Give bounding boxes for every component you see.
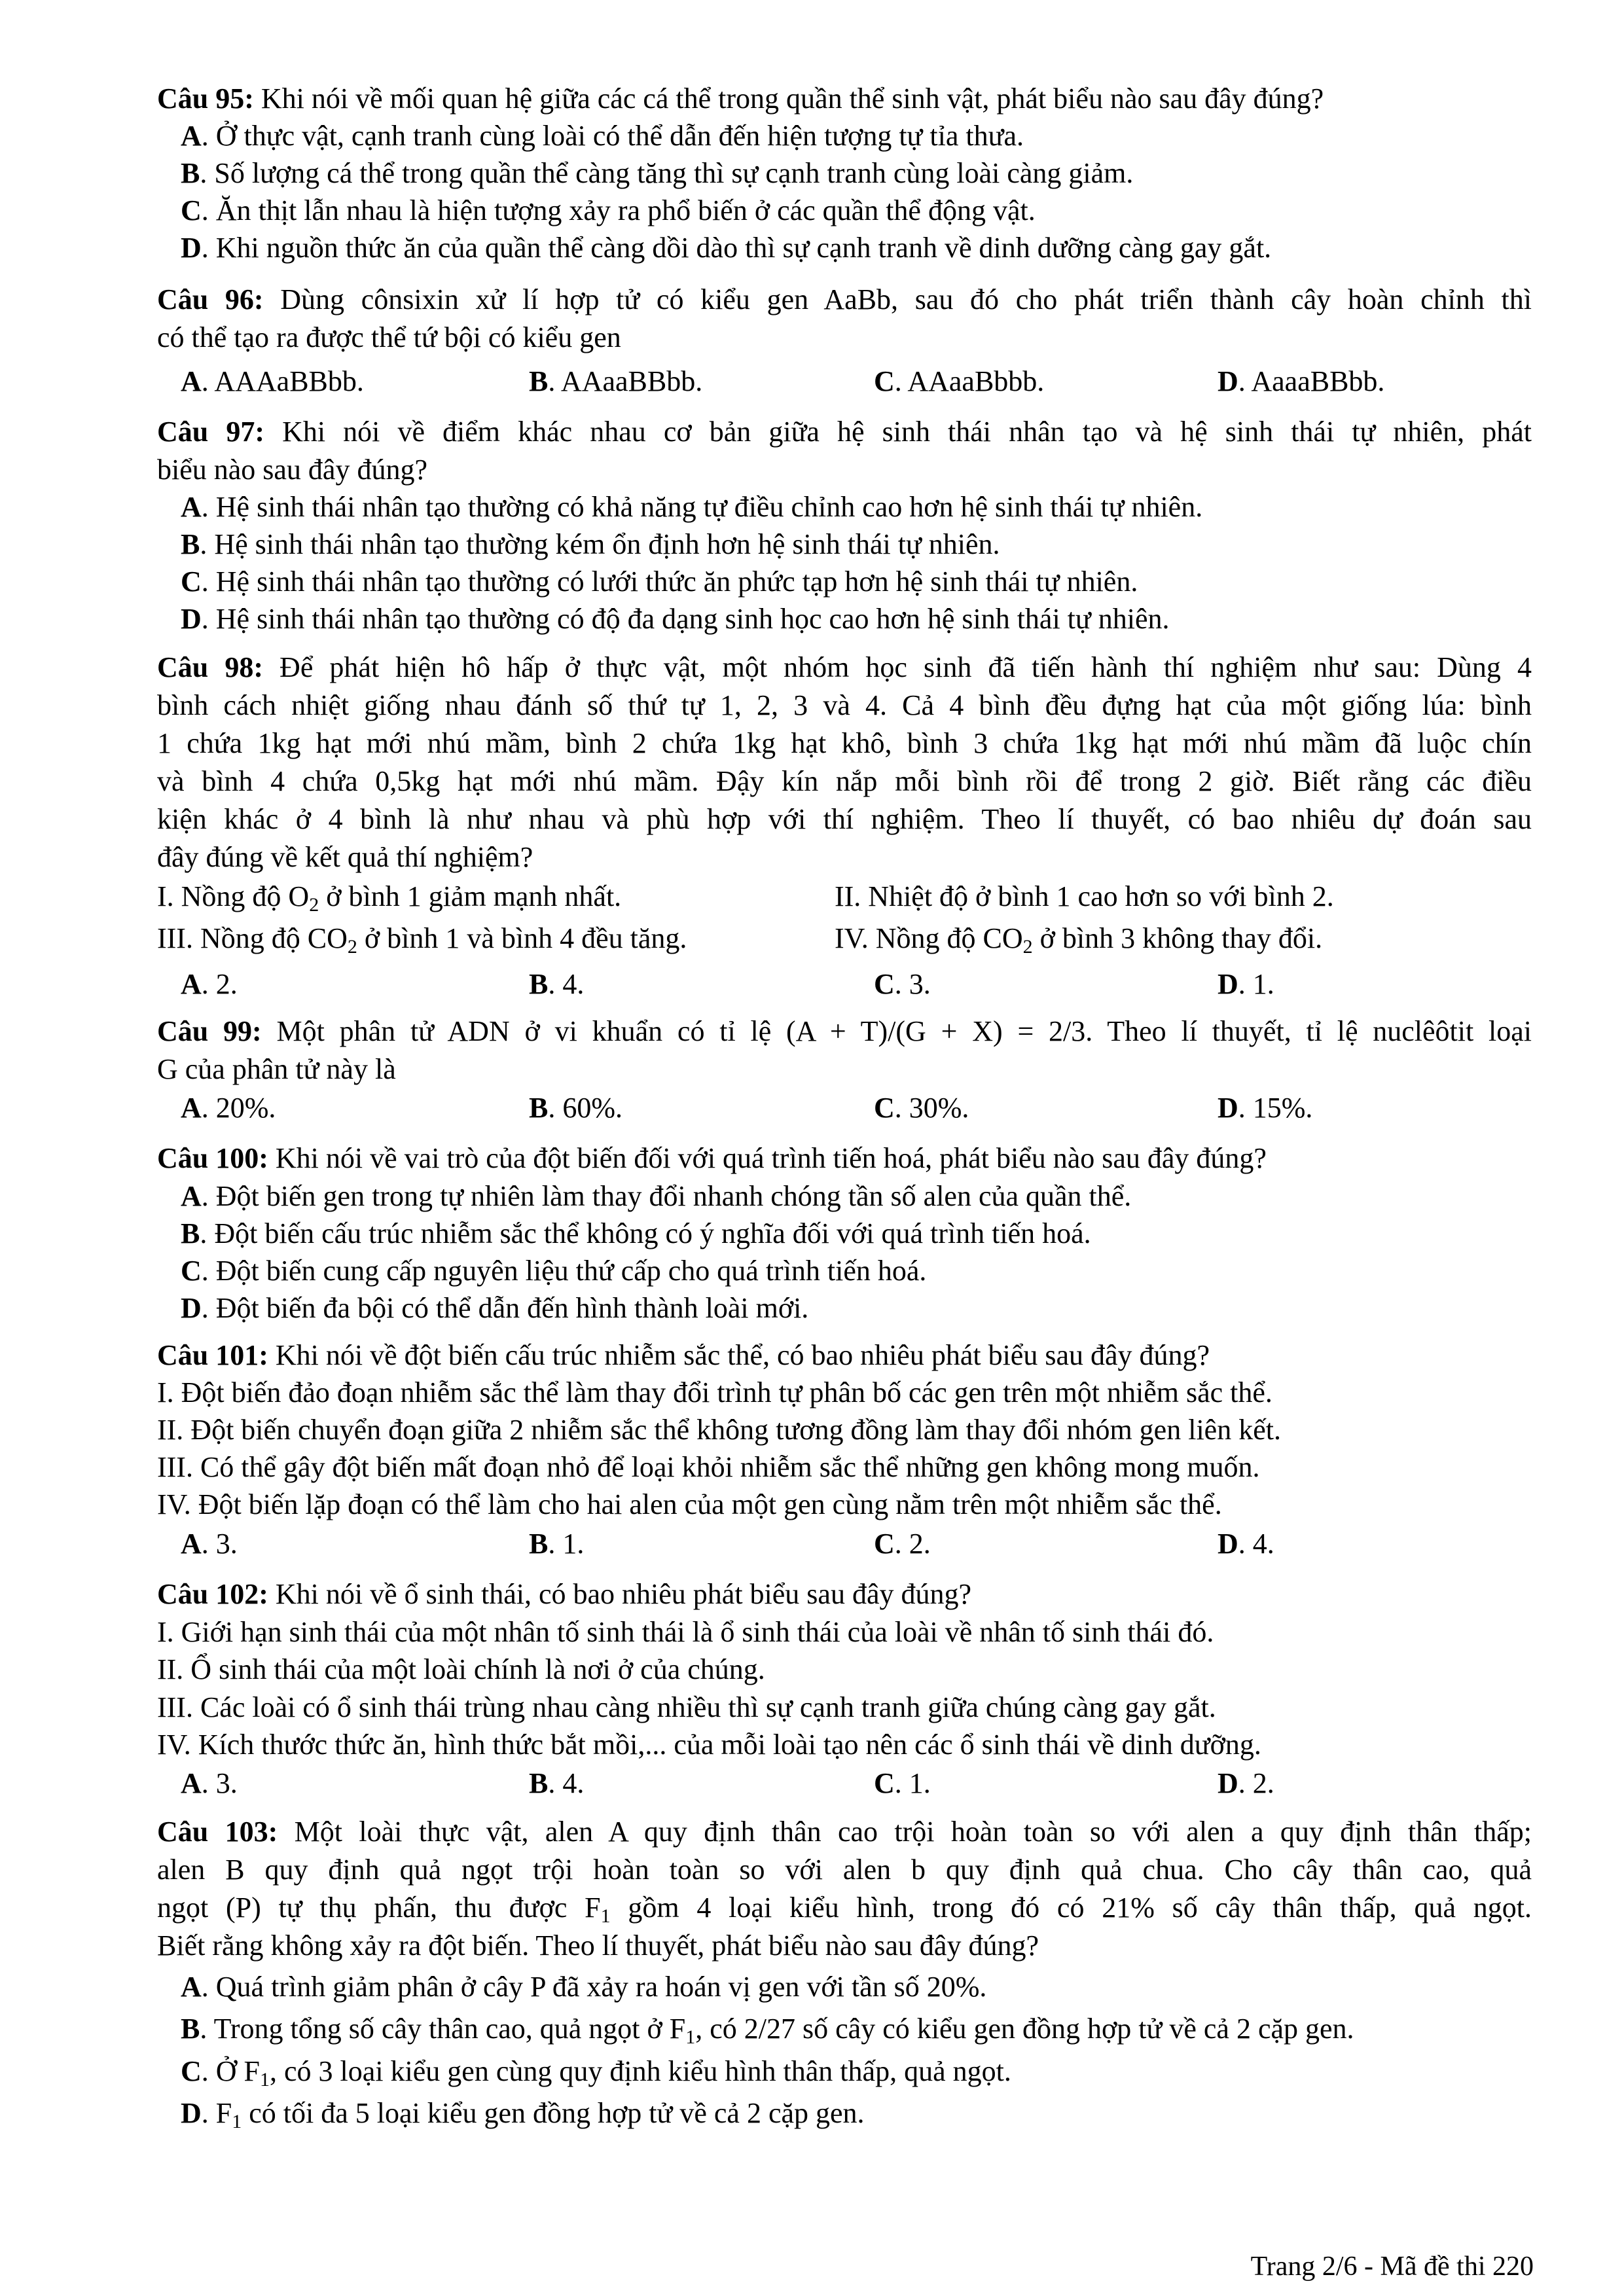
q96-stem: Câu 96: Dùng cônsixin xử lí hợp tử có kiểu gen AaBb, sau đó cho phát triển thành cây hoàn chỉnh thì	[157, 283, 1532, 315]
q96-option-b: B. AAaaBBbb.	[529, 365, 703, 397]
q98-option-a: A. 2.	[181, 968, 238, 1000]
q96-option-d: D. AaaaBBbb.	[1218, 365, 1385, 397]
q98-stem-cont: đây đúng về kết quả thí nghiệm?	[157, 841, 533, 873]
q102-option-a: A. 3.	[181, 1767, 238, 1799]
q102-stem: Câu 102: Khi nói về ổ sinh thái, có bao nhiêu phát biểu sau đây đúng?	[157, 1578, 972, 1610]
q100-option-c: C. Đột biến cung cấp nguyên liệu thứ cấp cho quá trình tiến hoá.	[181, 1255, 927, 1287]
q95-option-b: B. Số lượng cá thể trong quần thể càng tăng thì sự cạnh tranh cùng loài càng giảm.	[181, 157, 1134, 189]
q97-option-c: C. Hệ sinh thái nhân tạo thường có lưới thức ăn phức tạp hơn hệ sinh thái tự nhiên.	[181, 565, 1138, 598]
q100-option-a: A. Đột biến gen trong tự nhiên làm thay đổi nhanh chóng tần số alen của quần thể.	[181, 1180, 1132, 1212]
q101-option-a: A. 3.	[181, 1528, 238, 1560]
q99-option-b: B. 60%.	[529, 1092, 623, 1124]
q98-stem: Câu 98: Để phát hiện hô hấp ở thực vật, một nhóm học sinh đã tiến hành thí nghiệm như sau: Dùng 4	[157, 651, 1532, 683]
q97-stem-cont: biểu nào sau đây đúng?	[157, 454, 427, 486]
q103-stem-cont: ngọt (P) tự thụ phấn, thu được $F_1$ gồm 4 loại kiểu hình, trong đó có 21% số cây thân thấp, quả ngọt.	[157, 1892, 1532, 1927]
question-label: Câu 103:	[157, 1816, 278, 1848]
q95-stem: Câu 95: Khi nói về mối quan hệ giữa các cá thể trong quần thể sinh vật, phát biểu nào sau đây đúng?	[157, 82, 1324, 115]
q96-stem-cont: có thể tạo ra được thể tứ bội có kiểu gen	[157, 321, 621, 353]
q102-option-b: B. 4.	[529, 1767, 585, 1799]
q102-statement-2: II. Ổ sinh thái của một loài chính là nơi ở của chúng.	[157, 1653, 765, 1685]
page-footer: Trang 2/6 - Mã đề thi 220	[1250, 2251, 1534, 2282]
q102-statement-1: I. Giới hạn sinh thái của một nhân tố sinh thái là ổ sinh thái của loài về nhân tố sinh thái đó.	[157, 1616, 1214, 1648]
q99-option-d: D. 15%.	[1218, 1092, 1313, 1124]
q101-stem: Câu 101: Khi nói về đột biến cấu trúc nhiễm sắc thể, có bao nhiêu phát biểu sau đây đúng?	[157, 1339, 1210, 1371]
q101-option-b: B. 1.	[529, 1528, 585, 1560]
q102-option-d: D. 2.	[1218, 1767, 1274, 1799]
q103-stem: Câu 103: Một loài thực vật, alen A quy định thân cao trội hoàn toàn so với alen a quy định thân thấp;	[157, 1816, 1532, 1848]
q95-option-d: D. Khi nguồn thức ăn của quần thể càng dồi dào thì sự cạnh tranh về dinh dưỡng càng gay gắt.	[181, 232, 1272, 264]
q98-statement-2: II. Nhiệt độ ở bình 1 cao hơn so với bình 2.	[835, 880, 1334, 912]
q103-stem-cont: alen B quy định quả ngọt trội hoàn toàn so với alen b quy định quả chua. Cho cây thân cao, quả	[157, 1854, 1532, 1886]
q95-option-a: A. Ở thực vật, cạnh tranh cùng loài có thể dẫn đến hiện tượng tự tỉa thưa.	[181, 120, 1024, 152]
q99-option-c: C. 30%.	[874, 1092, 969, 1124]
q101-statement-4: IV. Đột biến lặp đoạn có thể làm cho hai alen của một gen cùng nằm trên một nhiễm sắc thể.	[157, 1488, 1222, 1520]
question-label: Câu 102:	[157, 1578, 268, 1610]
q101-option-c: C. 2.	[874, 1528, 931, 1560]
q102-statement-3: III. Các loài có ổ sinh thái trùng nhau càng nhiều thì sự cạnh tranh giữa chúng càng gay gắt.	[157, 1691, 1216, 1723]
q98-option-d: D. 1.	[1218, 968, 1274, 1000]
question-label: Câu 97:	[157, 416, 264, 448]
q98-option-b: B. 4.	[529, 968, 585, 1000]
q103-stem-cont: Biết rằng không xảy ra đột biến. Theo lí thuyết, phát biểu nào sau đây đúng?	[157, 1929, 1039, 1962]
q98-stem-cont: và bình 4 chứa 0,5kg hạt mới nhú mầm. Đậy kín nắp mỗi bình rồi để trong 2 giờ. Biết rằng các điều	[157, 765, 1532, 797]
question-label: Câu 99:	[157, 1015, 262, 1047]
q103-option-b: B. Trong tổng số cây thân cao, quả ngọt ở $F_1$, có 2/27 số cây có kiểu gen đồng hợp tử về cả 2 cặp gen.	[181, 2013, 1354, 2048]
q97-option-a: A. Hệ sinh thái nhân tạo thường có khả năng tự điều chỉnh cao hơn hệ sinh thái tự nhiên.	[181, 491, 1203, 523]
q101-statement-3: III. Có thể gây đột biến mất đoạn nhỏ để loại khỏi nhiễm sắc thể những gen không mong muốn.	[157, 1451, 1260, 1483]
q96-option-c: C. AAaaBbbb.	[874, 365, 1045, 397]
q98-stem-cont: kiện khác ở 4 bình là như nhau và phù hợp với thí nghiệm. Theo lí thuyết, có bao nhiêu dự đoán sau	[157, 803, 1532, 835]
q98-stem-cont: 1 chứa 1kg hạt mới nhú mầm, bình 2 chứa 1kg hạt khô, bình 3 chứa 1kg hạt mới nhú mầm đã luộc chín	[157, 727, 1532, 759]
q98-statement-1: I. Nồng độ $O_2$ ở bình 1 giảm mạnh nhất.	[157, 880, 622, 916]
question-label: Câu 98:	[157, 651, 263, 683]
q103-option-d: D. $F_1$ có tối đa 5 loại kiểu gen đồng hợp tử về cả 2 cặp gen.	[181, 2097, 865, 2132]
q99-option-a: A. 20%.	[181, 1092, 276, 1124]
question-label: Câu 100:	[157, 1142, 268, 1174]
q99-stem: Câu 99: Một phân tử ADN ở vi khuẩn có tỉ lệ (A + T)/(G + X) = 2/3. Theo lí thuyết, tỉ lệ nuclêôtit loại	[157, 1015, 1532, 1047]
question-label: Câu 101:	[157, 1339, 268, 1371]
question-label: Câu 95:	[157, 82, 254, 115]
q98-statement-4: IV. Nồng độ $CO_2$ ở bình 3 không thay đổi.	[835, 922, 1323, 958]
q98-option-c: C. 3.	[874, 968, 931, 1000]
q97-stem: Câu 97: Khi nói về điểm khác nhau cơ bản giữa hệ sinh thái nhân tạo và hệ sinh thái tự nhiên, phát	[157, 416, 1532, 448]
q102-option-c: C. 1.	[874, 1767, 931, 1799]
q97-option-b: B. Hệ sinh thái nhân tạo thường kém ổn định hơn hệ sinh thái tự nhiên.	[181, 528, 1000, 560]
q100-option-d: D. Đột biến đa bội có thể dẫn đến hình thành loài mới.	[181, 1292, 809, 1324]
q102-statement-4: IV. Kích thước thức ăn, hình thức bắt mồi,... của mỗi loài tạo nên các ổ sinh thái về dinh dưỡng.	[157, 1729, 1261, 1761]
q100-option-b: B. Đột biến cấu trúc nhiễm sắc thể không có ý nghĩa đối với quá trình tiến hoá.	[181, 1217, 1091, 1249]
q103-option-c: C. Ở $F_1$, có 3 loại kiểu gen cùng quy định kiểu hình thân thấp, quả ngọt.	[181, 2055, 1011, 2090]
q98-stem-cont: bình cách nhiệt giống nhau đánh số thứ tự 1, 2, 3 và 4. Cả 4 bình đều đựng hạt của một giống lúa: bình	[157, 689, 1532, 721]
q97-option-d: D. Hệ sinh thái nhân tạo thường có độ đa dạng sinh học cao hơn hệ sinh thái tự nhiên.	[181, 603, 1170, 635]
q103-option-a: A. Quá trình giảm phân ở cây P đã xảy ra hoán vị gen với tần số 20%.	[181, 1971, 987, 2003]
q96-option-a: A. AAAaBBbb.	[181, 365, 364, 397]
q100-stem: Câu 100: Khi nói về vai trò của đột biến đối với quá trình tiến hoá, phát biểu nào sau đây đúng?	[157, 1142, 1267, 1174]
q101-statement-2: II. Đột biến chuyển đoạn giữa 2 nhiễm sắc thể không tương đồng làm thay đổi nhóm gen liên kết.	[157, 1414, 1281, 1446]
q99-stem-cont: G của phân tử này là	[157, 1053, 396, 1085]
q98-statement-3: III. Nồng độ $CO_2$ ở bình 1 và bình 4 đều tăng.	[157, 922, 687, 958]
q101-statement-1: I. Đột biến đảo đoạn nhiễm sắc thể làm thay đổi trình tự phân bố các gen trên một nhiễm sắc thể.	[157, 1376, 1272, 1408]
q101-option-d: D. 4.	[1218, 1528, 1274, 1560]
q95-option-c: C. Ăn thịt lẫn nhau là hiện tượng xảy ra phổ biến ở các quần thể động vật.	[181, 194, 1036, 226]
question-label: Câu 96:	[157, 283, 264, 315]
